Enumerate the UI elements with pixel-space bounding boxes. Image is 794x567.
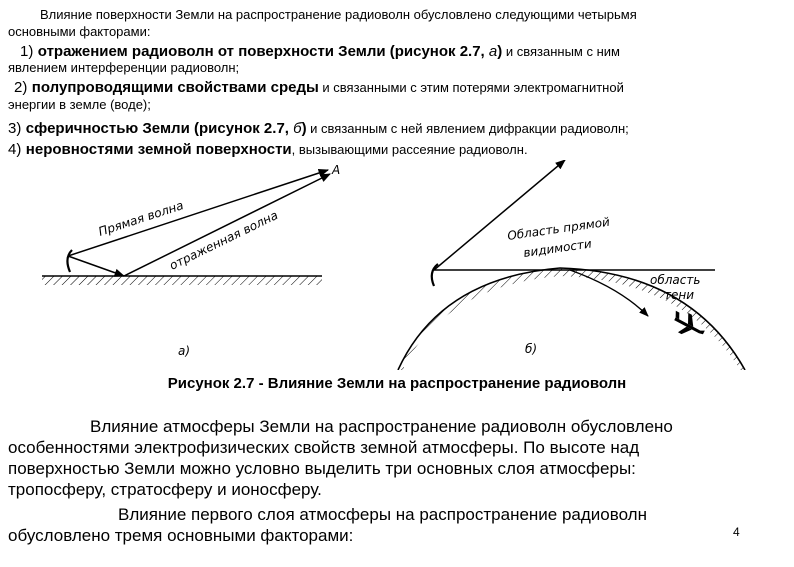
body-p1-line-1: Влияние атмосферы Земли на распространение радиоволн обусловлено (90, 417, 673, 436)
intro-line-1: Влияние поверхности Земли на распространение радиоволн обусловлено следующими четырьмя (40, 7, 637, 22)
factor-1-rest: и связанным с ним (502, 44, 620, 59)
factor-4-bold: неровностями земной поверхности (25, 141, 292, 158)
factor-1-ref: а (488, 43, 498, 60)
factor-2-cont: энергии в земле (воде); (8, 97, 151, 112)
figure-b-label: б) (525, 342, 538, 356)
body-p2-line-2: обусловлено тремя основными факторами: (8, 526, 354, 545)
region-visibility-2: видимости (522, 236, 593, 260)
incident-wave-arrow (68, 256, 124, 276)
factor-2-bold: полупроводящими свойствами среды (31, 79, 319, 96)
factor-4-rest: , вызывающими рассеяние радиоволн. (291, 142, 528, 157)
direct-wave-arrow (68, 170, 328, 256)
factor-2 (14, 80, 624, 96)
antenna-a (67, 250, 72, 272)
body-p1-line-3: поверхностью Земли можно условно выделить три основных слоя атмосферы: (8, 459, 636, 478)
region-visibility-1: Область прямой (506, 214, 611, 243)
factor-3-number: 3) (8, 120, 22, 137)
direct-wave-label: Прямая волна (96, 198, 186, 239)
factor-3 (8, 121, 629, 137)
figure-2-7 (0, 160, 794, 370)
factor-3-ref: б (293, 120, 302, 137)
ground-hatch (42, 276, 322, 285)
factor-1-close: ) (497, 43, 503, 60)
factor-4-number: 4) (8, 141, 22, 158)
figure-part-a (42, 163, 340, 358)
factor-1-cont: явлением интерференции радиоволн; (8, 60, 240, 75)
factor-1 (20, 44, 620, 60)
region-shadow-2: тени (664, 288, 695, 302)
point-a-label: A (332, 163, 341, 177)
factor-2-number: 2) (14, 79, 28, 96)
body-p1-line-4: тропосферу, стратосферу и ионосферу. (8, 480, 322, 499)
factor-2-rest: и связанными с этим потерями электромагнитной (318, 80, 624, 95)
factor-3-bold: сферичностью Земли (рисунок 2.7, (25, 120, 294, 137)
body-p1-line-2: особенностями электрофизических свойств земной атмосферы. По высоте над (8, 438, 640, 457)
factor-1-bold: отражением радиоволн от поверхности Земли (рисунок 2.7, (37, 43, 489, 60)
factor-3-rest: и связанным с ней явлением дифракции радиоволн; (306, 121, 629, 136)
reflected-wave-label: отраженная волна (167, 208, 281, 273)
factor-4 (8, 142, 528, 158)
region-shadow-1: область (650, 273, 701, 287)
figure-part-b (390, 160, 760, 370)
factor-3-close: ) (301, 120, 307, 137)
figure-caption: Рисунок 2.7 - Влияние Земли на распространение радиоволн (167, 375, 627, 392)
body-p2-line-1: Влияние первого слоя атмосферы на распространение радиоволн (118, 505, 647, 524)
figure-a-label: а) (178, 344, 191, 358)
page-number: 4 (733, 525, 740, 539)
reflected-wave-arrow (124, 174, 330, 276)
factor-1-number: 1) (20, 43, 34, 60)
intro-line-2: основными факторами: (8, 24, 151, 39)
